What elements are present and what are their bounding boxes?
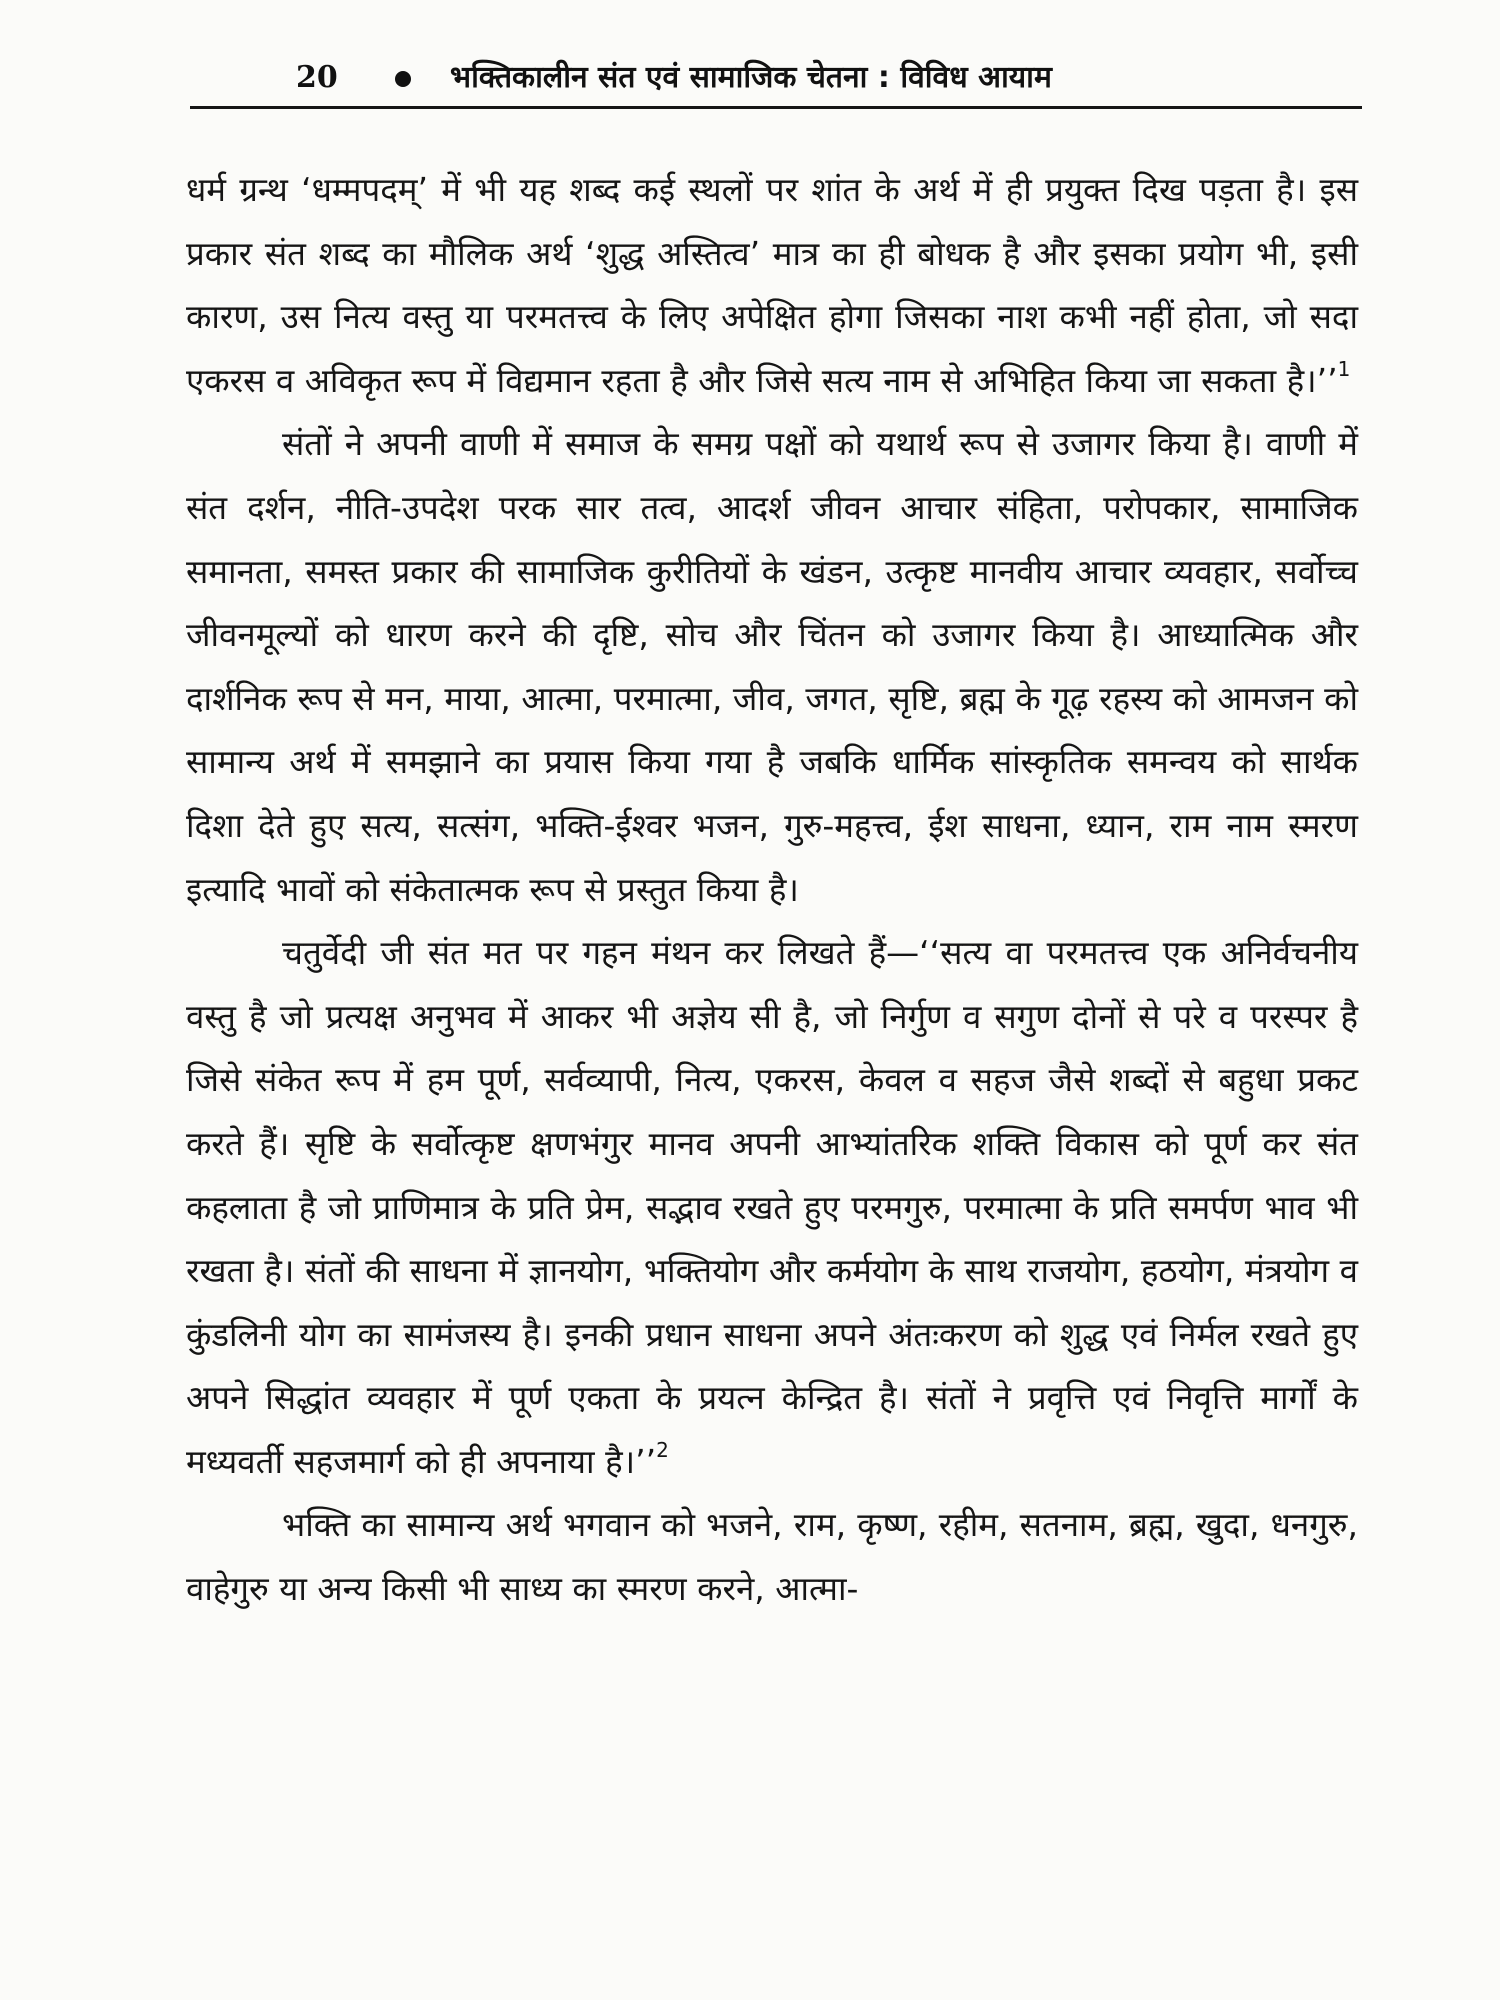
paragraph-4: भक्ति का सामान्य अर्थ भगवान को भजने, राम, कृष्ण, रहीम, सतनाम, ब्रह्म, खुदा, धनगुरु, वाहेगुरु या अन्य किसी भी साध्य का स्मरण करने, आत्मा- bbox=[186, 1505, 1358, 1609]
body-text bbox=[186, 158, 1358, 1621]
header-bullet-icon bbox=[395, 71, 411, 87]
paragraph-1-text: धर्म ग्रन्थ ‘धम्मपदम्’ में भी यह शब्द कई स्थलों पर शांत के अर्थ में ही प्रयुक्त दिख पड़ता है। इस प्रकार संत शब्द का मौलिक अर्थ ‘शुद्ध अस्तित्व’ मात्र का ही बोधक है और इसका प्रयोग भी, इसी कारण, उस नित्य वस्तु या परमतत्त्व के लिए अपेक्षित होगा जिसका नाश कभी नहीं होता, जो सदा एकरस व अविकृत रूप में विद्यमान रहता है और जिसे सत्य नाम से अभिहित किया जा सकता है।’’ bbox=[186, 170, 1358, 400]
footnote-ref-1: 1 bbox=[1337, 356, 1351, 381]
paragraph-2: संतों ने अपनी वाणी में समाज के समग्र पक्षों को यथार्थ रूप से उजागर किया है। वाणी में संत दर्शन, नीति-उपदेश परक सार तत्व, आदर्श जीवन आचार संहिता, परोपकार, सामाजिक समानता, समस्त प्रकार की सामाजिक कुरीतियों के खंडन, उत्कृष्ट मानवीय आचार व्यवहार, सर्वोच्च जीवनमूल्यों को धारण करने की दृष्टि, सोच और चिंतन को उजागर किया है। आध्यात्मिक और दार्शनिक रूप से मन, माया, आत्मा, परमात्मा, जीव, जगत, सृष्टि, ब्रह्म के गूढ़ रहस्य को आमजन को सामान्य अर्थ में समझाने का प्रयास किया गया है जबकि धार्मिक सांस्कृतिक समन्वय को सार्थक दिशा देते हुए सत्य, सत्संग, भक्ति-ईश्वर भजन, गुरु-महत्त्व, ईश साधना, ध्यान, राम नाम स्मरण इत्यादि भावों को संकेतात्मक रूप से प्रस्तुत किया है। bbox=[186, 424, 1358, 909]
book-title: भक्तिकालीन संत एवं सामाजिक चेतना : विविध आयाम bbox=[450, 60, 1052, 95]
paragraph-3-text: चतुर्वेदी जी संत मत पर गहन मंथन कर लिखते हैं—‘‘सत्य वा परमतत्त्व एक अनिर्वचनीय वस्तु है जो प्रत्यक्ष अनुभव में आकर भी अज्ञेय सी है, जो निर्गुण व सगुण दोनों से परे व परस्पर है जिसे संकेत रूप में हम पूर्ण, सर्वव्यापी, नित्य, एकरस, केवल व सहज जैसे शब्दों से बहुधा प्रकट करते हैं। सृष्टि के सर्वोत्कृष्ट क्षणभंगुर मानव अपनी आभ्यांतरिक शक्ति विकास को पूर्ण कर संत कहलाता है जो प्राणिमात्र के प्रति प्रेम, सद्भाव रखते हुए परमगुरु, परमात्मा के प्रति समर्पण भाव भी रखता है। संतों की साधना में ज्ञानयोग, भक्तियोग और कर्मयोग के साथ राजयोग, हठयोग, मंत्रयोग व कुंडलिनी योग का सामंजस्य है। इनकी प्रधान साधना अपने अंतःकरण को शुद्ध एवं निर्मल रखते हुए अपने सिद्धांत व्यवहार में पूर्ण एकता के प्रयत्न केन्द्रित है। संतों ने प्रवृत्ति एवं निवृत्ति मार्गों के मध्यवर्ती सहजमार्ग को ही अपनाया है।’’ bbox=[186, 933, 1358, 1481]
footnote-ref-2: 2 bbox=[656, 1437, 669, 1462]
page-number: 20 bbox=[296, 60, 338, 95]
header-rule bbox=[190, 106, 1362, 109]
running-header bbox=[192, 56, 1360, 100]
paragraph-1 bbox=[186, 158, 1358, 412]
paragraph-3 bbox=[186, 921, 1358, 1493]
